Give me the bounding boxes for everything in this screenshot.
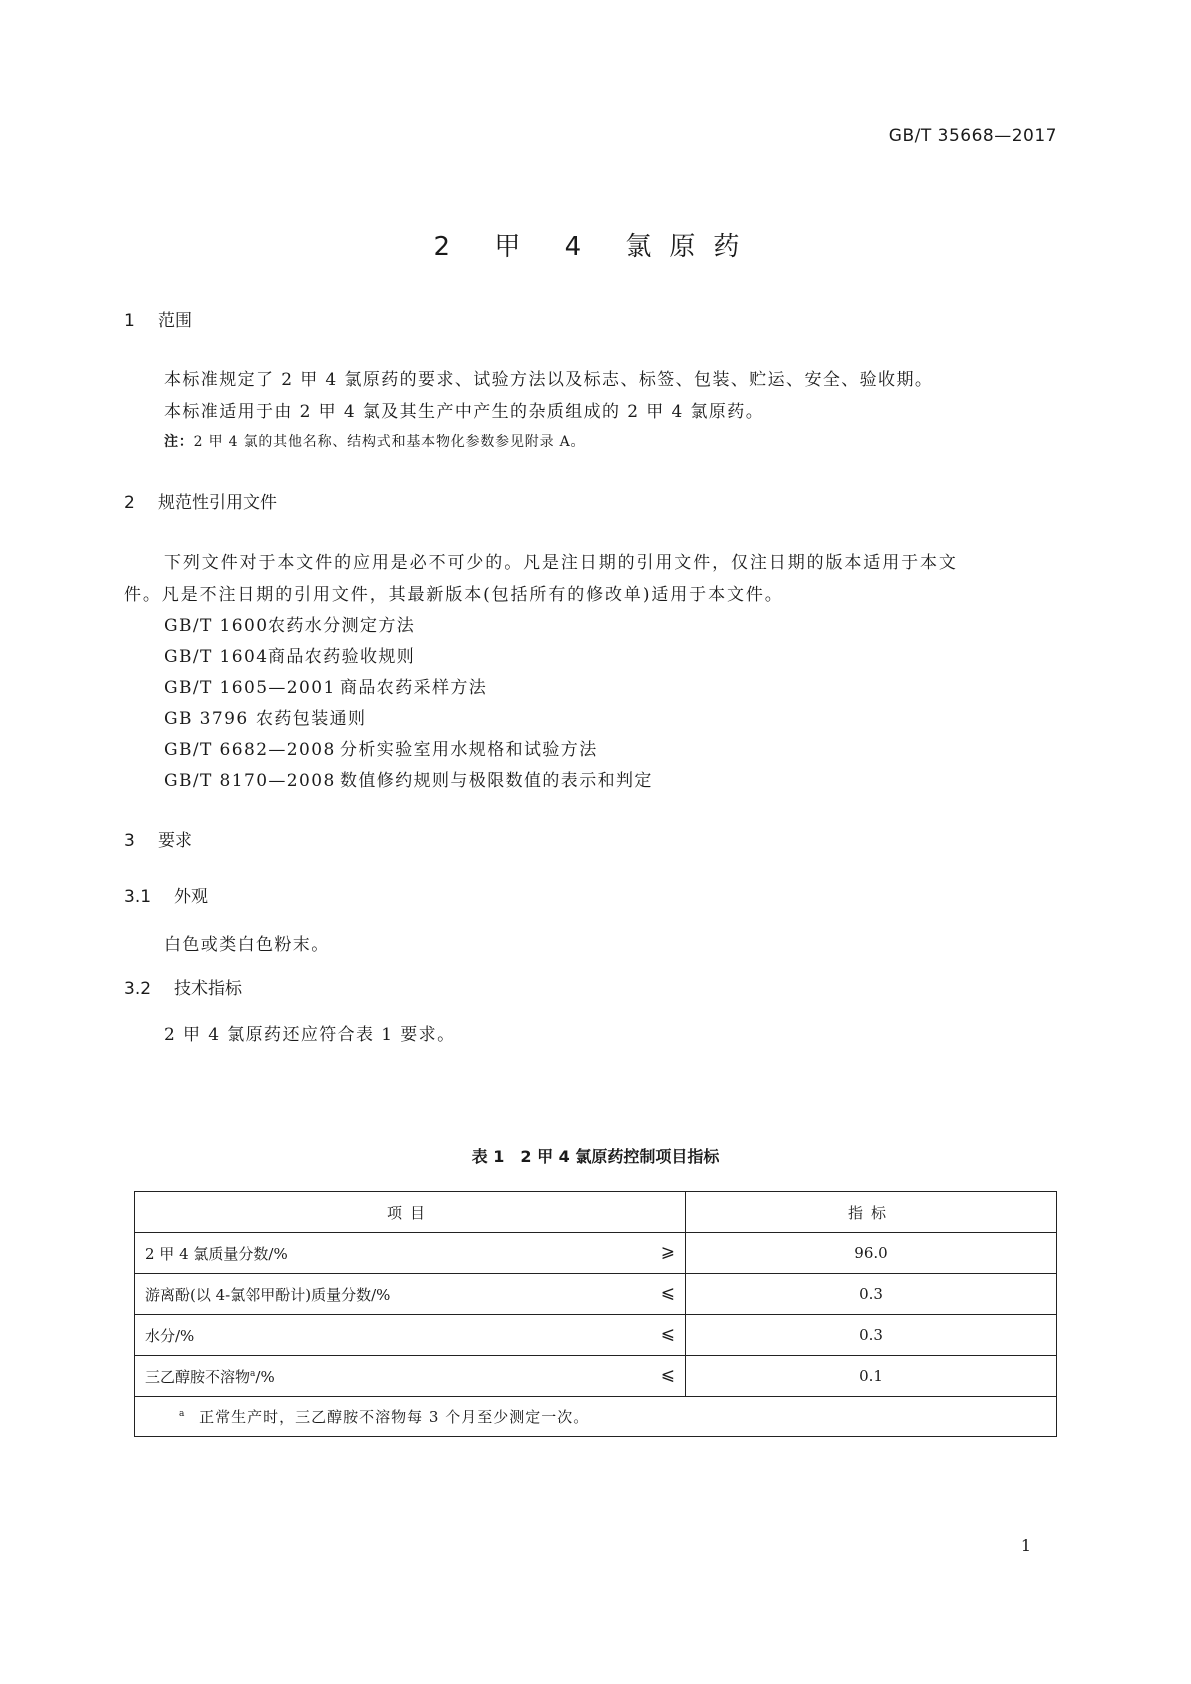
footnote-text: 正常生产时，三乙醇胺不溶物每 3 个月至少测定一次。 bbox=[199, 1408, 590, 1426]
section-3-1-number: 3.1 bbox=[124, 887, 152, 907]
reference-title: 农药包装通则 bbox=[256, 709, 367, 729]
section-2-paragraph-line-2: 件。凡是不注日期的引用文件，其最新版本(包括所有的修改单)适用于本文件。 bbox=[124, 585, 784, 605]
row-item-cell bbox=[135, 1274, 686, 1315]
section-2-title: 规范性引用文件 bbox=[158, 493, 277, 513]
row-value: 96.0 bbox=[686, 1233, 1057, 1274]
reference-code: GB/T 1600 bbox=[164, 616, 269, 636]
section-3-1-title: 外观 bbox=[174, 887, 208, 907]
row-item-cell bbox=[135, 1233, 686, 1274]
table-row bbox=[135, 1233, 1057, 1274]
row-value: 0.1 bbox=[686, 1356, 1057, 1397]
row-item: 2 甲 4 氯质量分数/% bbox=[145, 1244, 288, 1263]
reference-item bbox=[164, 766, 653, 791]
section-3-heading bbox=[124, 826, 192, 851]
section-3-title: 要求 bbox=[158, 831, 192, 851]
reference-title: 数值修约规则与极限数值的表示和判定 bbox=[340, 771, 653, 791]
row-value: 0.3 bbox=[686, 1315, 1057, 1356]
spec-table bbox=[134, 1191, 1057, 1437]
section-3-2-title: 技术指标 bbox=[174, 979, 242, 999]
document-title: 2 甲 4 氯原药 bbox=[433, 232, 758, 262]
table-row bbox=[135, 1315, 1057, 1356]
standard-number: GB/T 35668—2017 bbox=[888, 126, 1057, 146]
reference-item bbox=[164, 642, 415, 667]
reference-code: GB/T 6682—2008 bbox=[164, 740, 336, 760]
reference-item bbox=[164, 735, 598, 760]
section-3-2-number: 3.2 bbox=[124, 979, 152, 999]
table-header-row bbox=[135, 1192, 1057, 1233]
reference-code: GB 3796 bbox=[164, 709, 249, 729]
reference-item bbox=[164, 704, 366, 729]
section-3-2-text: 2 甲 4 氯原药还应符合表 1 要求。 bbox=[164, 1025, 456, 1045]
header-value: 指标 bbox=[686, 1192, 1057, 1233]
section-1-paragraph-1: 本标准规定了 2 甲 4 氯原药的要求、试验方法以及标志、标签、包装、贮运、安全、验收期。 bbox=[164, 370, 934, 390]
row-item-cell bbox=[135, 1315, 686, 1356]
row-value: 0.3 bbox=[686, 1274, 1057, 1315]
page-number: 1 bbox=[1020, 1536, 1031, 1555]
row-item-suffix: /% bbox=[255, 1367, 275, 1386]
reference-item bbox=[164, 673, 487, 698]
section-1-note bbox=[164, 431, 585, 451]
reference-code: GB/T 1605—2001 bbox=[164, 678, 336, 698]
footnote-marker: a bbox=[179, 1409, 186, 1419]
table-footnote bbox=[135, 1397, 1057, 1437]
section-2-number: 2 bbox=[124, 493, 135, 513]
note-label: 注： bbox=[164, 434, 194, 450]
less-equal-symbol: ⩽ bbox=[660, 1324, 675, 1344]
table-caption: 表 1 2 甲 4 氯原药控制项目指标 bbox=[471, 1147, 720, 1166]
section-3-2-heading bbox=[124, 974, 242, 999]
reference-title: 分析实验室用水规格和试验方法 bbox=[340, 740, 598, 760]
table-footnote-row bbox=[135, 1397, 1057, 1437]
table-row bbox=[135, 1356, 1057, 1397]
section-3-1-text: 白色或类白色粉末。 bbox=[164, 935, 330, 955]
section-1-title: 范围 bbox=[158, 311, 192, 331]
reference-item bbox=[164, 611, 415, 636]
section-2-paragraph-line-1: 下列文件对于本文件的应用是必不可少的。凡是注日期的引用文件，仅注日期的版本适用于本文 bbox=[164, 553, 958, 573]
header-item: 项目 bbox=[135, 1192, 686, 1233]
less-equal-symbol: ⩽ bbox=[660, 1283, 675, 1303]
section-1-paragraph-2: 本标准适用于由 2 甲 4 氯及其生产中产生的杂质组成的 2 甲 4 氯原药。 bbox=[164, 402, 765, 422]
section-1-heading bbox=[124, 306, 192, 331]
reference-title: 商品农药验收规则 bbox=[268, 647, 416, 667]
reference-title: 农药水分测定方法 bbox=[268, 616, 416, 636]
reference-code: GB/T 1604 bbox=[164, 647, 269, 667]
section-1-number: 1 bbox=[124, 311, 135, 331]
row-item: 游离酚(以 4-氯邻甲酚计)质量分数/% bbox=[145, 1285, 391, 1304]
less-equal-symbol: ⩽ bbox=[660, 1365, 675, 1385]
greater-equal-symbol: ⩾ bbox=[660, 1242, 675, 1262]
reference-title: 商品农药采样方法 bbox=[340, 678, 488, 698]
table-row bbox=[135, 1274, 1057, 1315]
row-item: 三乙醇胺不溶物 bbox=[145, 1367, 251, 1386]
footnote-marker: a bbox=[250, 1368, 256, 1379]
row-item: 水分/% bbox=[145, 1326, 195, 1345]
section-2-heading bbox=[124, 488, 277, 513]
section-3-1-heading bbox=[124, 882, 208, 907]
row-item-cell bbox=[135, 1356, 686, 1397]
section-3-number: 3 bbox=[124, 831, 135, 851]
reference-code: GB/T 8170—2008 bbox=[164, 771, 336, 791]
note-text: 2 甲 4 氯的其他名称、结构式和基本物化参数参见附录 A。 bbox=[193, 434, 586, 450]
